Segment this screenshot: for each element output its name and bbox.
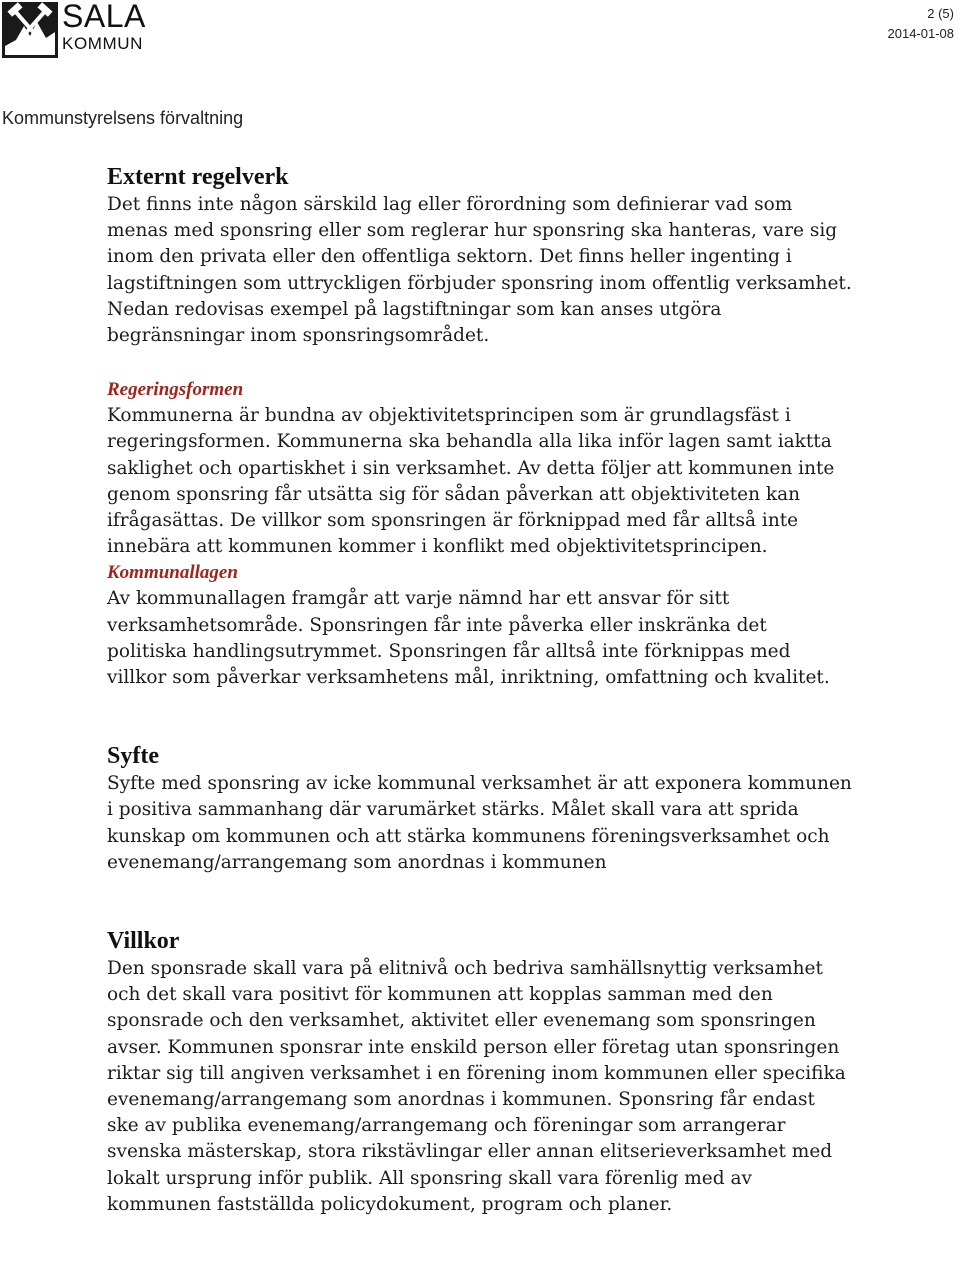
municipal-crest-icon — [2, 2, 58, 58]
logo-name: SALA — [62, 0, 146, 34]
section-regeringsformen — [107, 377, 852, 560]
section-paragraph: Det finns inte någon särskild lag eller förordning som definierar vad som menas med sponsring eller som reglerar hur sponsring ska hanteras, vare sig inom den privata eller den offentliga sektorn. Det finns heller ingenting i lagstiftningen som uttryckligen förbjuder sponsring inom offentlig verksamhet. Nedan redovisas exempel på lagstiftningar som kan anses utgöra begränsningar inom sponsringsområdet. — [107, 194, 852, 347]
section-paragraph: Den sponsrade skall vara på elitnivå och bedriva samhällsnyttig verksamhet och det skall vara positivt för kommunen att kopplas samman med den sponsrade och den verksamhet, aktivitet eller evenemang som sponsringen avser. Kommunen sponsrar inte enskild person eller företag utan sponsringen riktar sig till angiven verksamhet i en förening inom kommunen eller specifika evenemang/arrangemang som anordnas i kommunen. Sponsring får endast ske av publika evenemang/arrangemang och föreningar som arrangerar svenska mästerskap, stora rikstävlingar eller annan elitserieverksamhet med lokalt ursprung inför publik. All sponsring skall vara förenlig med av kommunen fastställda policydokument, program och planer. — [107, 958, 846, 1215]
section-heading: Syfte — [107, 743, 159, 770]
subsection-heading: Regeringsformen — [107, 379, 244, 401]
sala-kommun-logo — [2, 2, 162, 58]
department-name: Kommunstyrelsens förvaltning — [2, 108, 244, 128]
logo-subtitle: KOMMUN — [62, 34, 144, 53]
document-body — [107, 162, 852, 1218]
subsection-heading: Kommunallagen — [107, 562, 238, 584]
section-heading: Externt regelverk — [107, 164, 289, 190]
section-heading: Villkor — [107, 928, 180, 955]
section-kommunallagen — [107, 560, 852, 691]
section-syfte — [107, 741, 852, 876]
document-date: 2014-01-08 — [887, 26, 954, 41]
page-meta — [888, 4, 955, 44]
section-villkor — [107, 926, 852, 1218]
section-externt-regelverk — [107, 162, 852, 349]
section-paragraph: Kommunerna är bundna av objektivitetsprincipen som är grundlagsfäst i regeringsformen. Kommunerna ska behandla alla lika inför lagen samt iaktta saklighet och opartiskhet i sin verksamhet. Av detta följer att kommunen inte genom sponsring får utsätta sig för sådan påverkan att objektiviteten kan ifrågasättas. De villkor som sponsringen är förknippad med får alltså inte innebära att kommunen kommer i konflikt med objektivitetsprincipen. — [107, 405, 835, 558]
section-paragraph: Syfte med sponsring av icke kommunal verksamhet är att exponera kommunen i positiva sammanhang där varumärket stärks. Målet skall vara att sprida kunskap om kommunen och att stärka kommunens föreningsverksamhet och evenemang/arrangemang som anordnas i kommunen — [107, 773, 852, 873]
section-paragraph: Av kommunallagen framgår att varje nämnd har ett ansvar för sitt verksamhetsområde. Sponsringen får inte påverka eller inskränka det politiska handlingsutrymmet. Sponsringen får alltså inte förknippas med villkor som påverkar verksamhetens mål, inriktning, omfattning och kvalitet. — [107, 588, 830, 689]
page-number: 2 (5) — [927, 6, 954, 21]
